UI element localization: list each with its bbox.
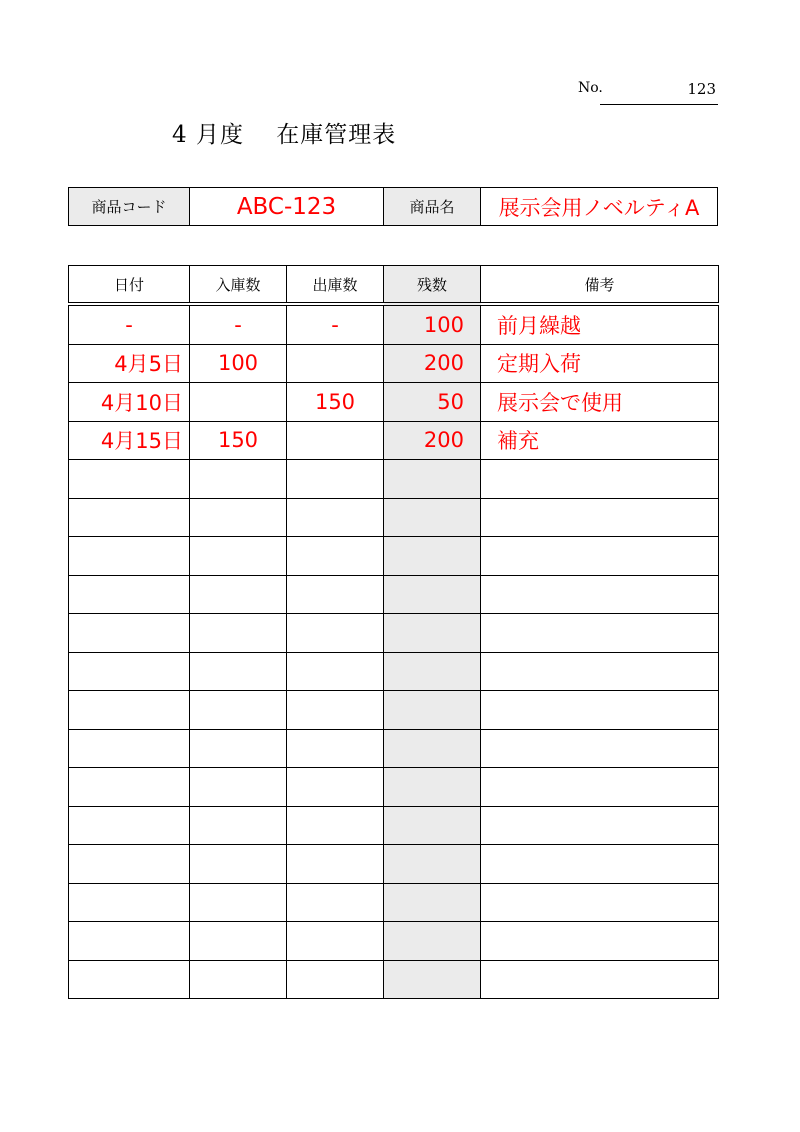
cell-notes: [481, 537, 719, 576]
document-number-value: 123: [687, 80, 716, 98]
cell-notes: [481, 960, 719, 999]
page-title: 4 月度 在庫管理表: [172, 122, 397, 148]
cell-date: [69, 460, 190, 499]
document-number-underline: [600, 104, 718, 105]
cell-date: [69, 883, 190, 922]
cell-balance: [384, 960, 481, 999]
cell-date: [69, 960, 190, 999]
document-number: [578, 80, 718, 106]
cell-date: [69, 575, 190, 614]
cell-stock-out: -: [287, 304, 384, 344]
cell-date: [69, 729, 190, 768]
table-row: [69, 922, 719, 961]
cell-date: [69, 537, 190, 576]
cell-balance: [384, 883, 481, 922]
cell-notes: 展示会で使用: [481, 383, 719, 422]
cell-stock-out: [287, 460, 384, 499]
cell-stock-out: [287, 575, 384, 614]
table-row: [69, 883, 719, 922]
cell-date: [69, 768, 190, 807]
cell-balance: [384, 806, 481, 845]
cell-balance: [384, 460, 481, 499]
cell-date: [69, 922, 190, 961]
cell-stock-in: -: [190, 304, 287, 344]
column-header-date: 日付: [69, 266, 190, 305]
cell-balance: [384, 691, 481, 730]
cell-stock-in: [190, 768, 287, 807]
product-name-label: 商品名: [384, 188, 481, 226]
cell-stock-in: [190, 460, 287, 499]
inventory-table: [68, 265, 719, 999]
cell-date: [69, 691, 190, 730]
cell-stock-out: [287, 537, 384, 576]
cell-notes: [481, 806, 719, 845]
table-row: [69, 691, 719, 730]
cell-balance: [384, 729, 481, 768]
cell-stock-out: [287, 845, 384, 884]
cell-stock-in: 150: [190, 421, 287, 460]
cell-balance: [384, 498, 481, 537]
cell-balance: [384, 652, 481, 691]
table-row: [69, 960, 719, 999]
cell-stock-out: [287, 691, 384, 730]
cell-notes: [481, 729, 719, 768]
table-row: [69, 845, 719, 884]
table-row: [69, 614, 719, 653]
cell-balance: [384, 575, 481, 614]
cell-stock-out: [287, 768, 384, 807]
table-row: [69, 729, 719, 768]
cell-notes: [481, 691, 719, 730]
table-row: [69, 537, 719, 576]
cell-date: [69, 652, 190, 691]
cell-notes: [481, 883, 719, 922]
cell-stock-in: 100: [190, 344, 287, 383]
table-row: [69, 460, 719, 499]
cell-stock-out: [287, 652, 384, 691]
cell-date: [69, 845, 190, 884]
cell-balance: [384, 922, 481, 961]
cell-stock-out: [287, 960, 384, 999]
cell-balance: [384, 768, 481, 807]
product-code-value: ABC-123: [190, 188, 384, 226]
cell-notes: 前月繰越: [481, 304, 719, 344]
cell-notes: [481, 922, 719, 961]
cell-stock-out: [287, 729, 384, 768]
cell-balance: 200: [384, 344, 481, 383]
column-header-notes: 備考: [481, 266, 719, 305]
cell-date: [69, 614, 190, 653]
cell-stock-out: [287, 344, 384, 383]
cell-stock-out: [287, 806, 384, 845]
product-code-label: 商品コード: [69, 188, 190, 226]
cell-stock-out: [287, 883, 384, 922]
cell-balance: [384, 614, 481, 653]
cell-stock-in: [190, 498, 287, 537]
cell-date: 4月5日: [69, 344, 190, 383]
cell-notes: [481, 845, 719, 884]
cell-stock-in: [190, 537, 287, 576]
cell-notes: [481, 460, 719, 499]
cell-balance: [384, 845, 481, 884]
cell-notes: [481, 498, 719, 537]
cell-stock-in: [190, 575, 287, 614]
inventory-header-row: [69, 266, 719, 305]
cell-stock-in: [190, 614, 287, 653]
table-row: [69, 498, 719, 537]
cell-stock-in: [190, 845, 287, 884]
cell-stock-in: [190, 806, 287, 845]
cell-stock-in: [190, 691, 287, 730]
cell-stock-in: [190, 883, 287, 922]
table-row: [69, 383, 719, 422]
table-row: [69, 344, 719, 383]
column-header-stock-in: 入庫数: [190, 266, 287, 305]
product-info-table: [68, 187, 718, 226]
cell-date: [69, 498, 190, 537]
cell-date: 4月15日: [69, 421, 190, 460]
cell-date: [69, 806, 190, 845]
cell-stock-in: [190, 960, 287, 999]
table-row: [69, 768, 719, 807]
cell-stock-out: [287, 922, 384, 961]
cell-stock-in: [190, 922, 287, 961]
cell-stock-out: [287, 498, 384, 537]
cell-balance: [384, 537, 481, 576]
cell-balance: 50: [384, 383, 481, 422]
table-row: [69, 575, 719, 614]
cell-date: -: [69, 304, 190, 344]
cell-stock-in: [190, 729, 287, 768]
cell-balance: 200: [384, 421, 481, 460]
column-header-balance: 残数: [384, 266, 481, 305]
cell-stock-in: [190, 652, 287, 691]
document-number-label: No.: [578, 80, 603, 96]
product-name-value: 展示会用ノベルティA: [481, 188, 718, 226]
table-row: [69, 806, 719, 845]
table-row: [69, 421, 719, 460]
cell-notes: [481, 652, 719, 691]
table-row: [69, 304, 719, 344]
cell-notes: 補充: [481, 421, 719, 460]
cell-stock-out: [287, 421, 384, 460]
cell-notes: [481, 614, 719, 653]
cell-notes: 定期入荷: [481, 344, 719, 383]
table-row: [69, 652, 719, 691]
cell-balance: 100: [384, 304, 481, 344]
cell-date: 4月10日: [69, 383, 190, 422]
cell-stock-out: 150: [287, 383, 384, 422]
column-header-stock-out: 出庫数: [287, 266, 384, 305]
cell-stock-out: [287, 614, 384, 653]
cell-notes: [481, 575, 719, 614]
cell-stock-in: [190, 383, 287, 422]
cell-notes: [481, 768, 719, 807]
